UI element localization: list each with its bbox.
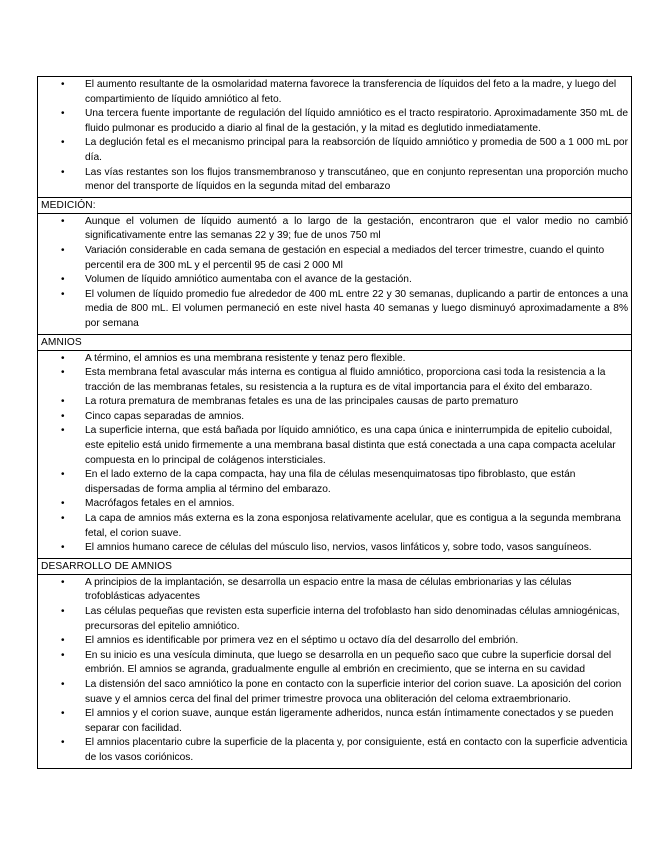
list-item: • El amnios placentario cubre la superficie de la placenta y, por consiguiente, está en contacto con la superficie adventicia de los vasos coriónicos. — [61, 737, 628, 763]
list-item: • La rotura prematura de membranas fetales es una de las principales causas de parto prematuro — [38, 395, 631, 410]
section-desarrollo-amnios — [38, 558, 631, 768]
list-item: • Las vías restantes son los flujos transmembranoso y transcutáneo, que en conjunto representan una proporción mucho menor del transporte de líquidos en la segunda mitad del embarazo — [61, 166, 628, 193]
section-fluid-regulation — [38, 77, 631, 197]
list-item: • El aumento resultante de la osmolaridad materna favorece la transferencia de líquidos del feto a la madre, y luego del compartimiento de líquido amniótico al feto. — [61, 79, 617, 105]
list-item: • A término, el amnios es una membrana resistente y tenaz pero flexible. — [38, 352, 631, 367]
list-item: • Esta membrana fetal avascular más interna es contigua al fluido amniótico, proporciona casi toda la resistencia a la tracción de las membranas fetales, su resistencia a la ruptura es de vital importancia para el éxito del embarazo. — [61, 367, 606, 393]
bullet-icon: • — [61, 79, 65, 90]
document-table — [37, 76, 632, 769]
bullet-icon: • — [61, 708, 65, 720]
list-item: • La superficie interna, que está bañada por líquido amniótico, es una capa única e ininterrumpida de epitelio cuboidal, este epitelio está unido firmemente a una membrana basal distinta que está conectada a una capa compacta acelular compuesta en lo principal de colágenos intersticiales. — [61, 425, 616, 466]
bullet-icon: • — [61, 542, 65, 554]
bullet-icon: • — [61, 513, 65, 525]
bullet-list — [38, 214, 631, 334]
list-item: • A principios de la implantación, se desarrolla un espacio entre la masa de células embrionarias y las células trofoblásticas adyacentes — [61, 576, 572, 603]
list-item: • Variación considerable en cada semana de gestación en especial a mediados del tercer trimestre, cuando el quinto percentil era de 300 mL y el percentil 95 de casi 2 000 Ml — [61, 244, 605, 271]
bullet-icon: • — [61, 244, 65, 256]
list-item: • La capa de amnios más externa es la zona esponjosa relativamente acelular, que es contigua a la segunda membrana fetal, el corion suave. — [61, 513, 621, 539]
bullet-list — [38, 77, 631, 197]
bullet-icon: • — [61, 367, 65, 379]
list-item: • Macrófagos fetales en el amnios. — [38, 497, 631, 512]
section-heading: AMNIOS — [38, 335, 631, 351]
list-item: • El volumen de líquido promedio fue alrededor de 400 mL entre 22 y 30 semanas, duplicando a partir de entonces a una media de 800 mL. El volumen permaneció en este nivel hasta 40 semanas y luego disminuyó aproximadamente a 8% por semana — [61, 288, 628, 329]
bullet-icon: • — [61, 576, 65, 588]
list-item: • El amnios y el corion suave, aunque están ligeramente adheridos, nunca están íntimamente conectados y se pueden separar con facilidad. — [61, 708, 614, 734]
bullet-icon: • — [61, 108, 65, 120]
bullet-icon: • — [61, 137, 65, 149]
list-item: • El amnios es identificable por primera vez en el séptimo u octavo día del desarrollo del embrión. — [38, 634, 631, 649]
bullet-icon: • — [61, 396, 65, 408]
bullet-icon: • — [61, 635, 65, 647]
list-item: • La distensión del saco amniótico la pone en contacto con la superficie interior del corion suave. La aposición del corion suave y el amnios cerca del final del primer trimestre provoca una obliteración del celoma extraembrionario. — [61, 678, 622, 705]
bullet-icon: • — [61, 606, 65, 617]
bullet-icon: • — [61, 425, 65, 437]
list-item: • El amnios humano carece de células del músculo liso, nervios, vasos linfáticos y, sobre todo, vasos sanguíneos. — [38, 541, 631, 556]
list-item: • Aunque el volumen de líquido aumentó a lo largo de la gestación, encontraron que el valor medio no cambió significativamente entre las semanas 22 y 39; fue de unos 750 ml — [61, 215, 628, 242]
bullet-icon: • — [61, 649, 65, 661]
bullet-list — [38, 351, 631, 558]
bullet-icon: • — [61, 352, 65, 364]
section-medicion — [38, 197, 631, 334]
list-item: • En su inicio es una vesícula diminuta, que luego se desarrolla en un pequeño saco que cubre la superficie dorsal del embrión. El amnios se agranda, gradualmente engulle al embrión en crecimiento, que se interna en su cavidad — [61, 649, 612, 676]
list-item: • Las células pequeñas que revisten esta superficie interna del trofoblasto han sido denominadas células amniogénicas, precursoras del epitelio amniótico. — [61, 606, 620, 632]
bullet-list — [38, 575, 631, 768]
bullet-icon: • — [61, 274, 65, 286]
bullet-icon: • — [61, 166, 65, 178]
bullet-icon: • — [61, 410, 65, 422]
bullet-icon: • — [61, 288, 65, 300]
section-heading: MEDICIÓN: — [38, 198, 631, 214]
list-item: • Cinco capas separadas de amnios. — [38, 410, 631, 425]
bullet-icon: • — [61, 498, 65, 510]
bullet-icon: • — [61, 737, 65, 749]
bullet-icon: • — [61, 215, 65, 227]
list-item: • La deglución fetal es el mecanismo principal para la reabsorción de líquido amniótico y promedia de 500 a 1 000 mL por día. — [61, 137, 628, 163]
list-item: • Volumen de líquido amniótico aumentaba con el avance de la gestación. — [38, 273, 631, 288]
section-amnios — [38, 334, 631, 558]
list-item: • En el lado externo de la capa compacta, hay una fila de células mesenquimatosas tipo fibroblasto, que están dispersadas de forma amplia al término del embarazo. — [61, 469, 576, 495]
bullet-icon: • — [61, 678, 65, 690]
list-item: • Una tercera fuente importante de regulación del líquido amniótico es el tracto respiratorio. Aproximadamente 350 mL de fluido pulmonar es producido a diario al final de la gestación, y la mitad es deglutido inmediatamente. — [61, 108, 628, 134]
section-heading: DESARROLLO DE AMNIOS — [38, 559, 631, 575]
bullet-icon: • — [61, 469, 65, 481]
